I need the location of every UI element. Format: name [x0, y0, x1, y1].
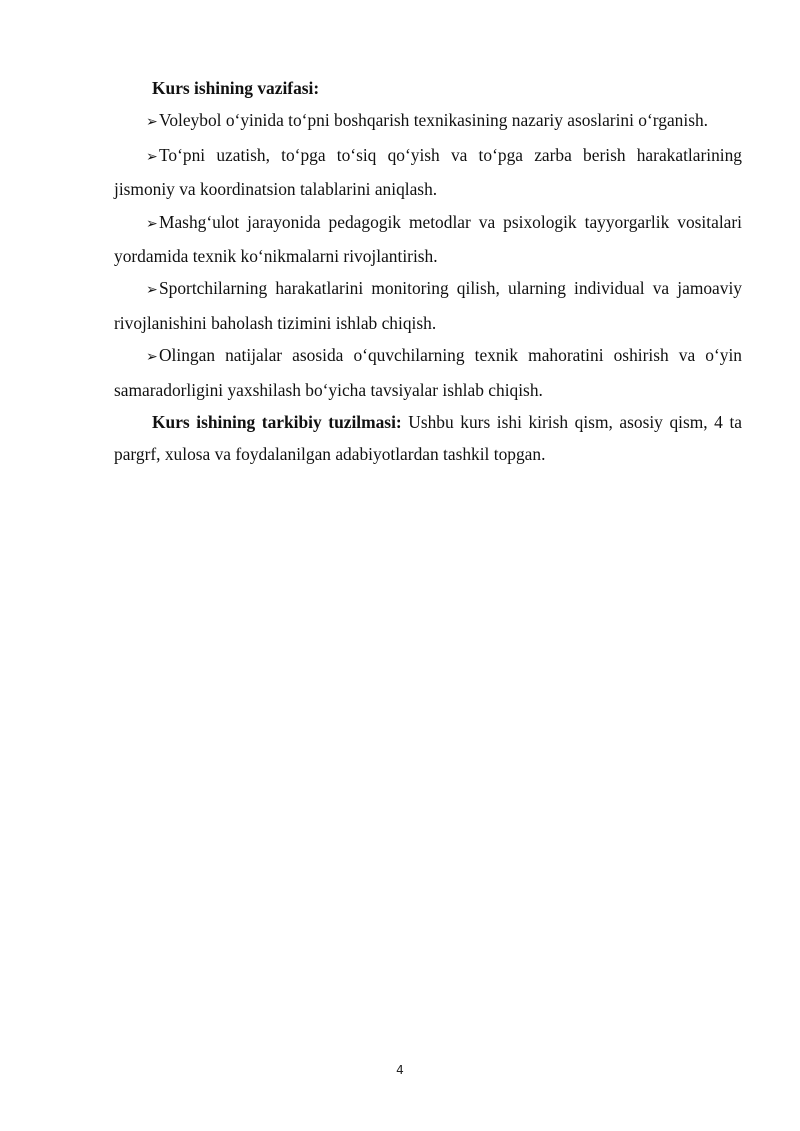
task-item [114, 139, 742, 206]
task-item [114, 339, 742, 406]
task-item [114, 206, 742, 273]
tasks-heading: Kurs ishining vazifasi: [152, 78, 320, 98]
task-text: Sportchilarning harakatlarini monitoring qilish, ularning individual va jamoaviy rivojlanishini baholash tizimini ishlab chiqish. [114, 278, 742, 333]
arrow-bullet-icon: ➢ [146, 114, 158, 131]
task-item [114, 104, 742, 138]
task-text: Olingan natijalar asosida o‘quvchilarning texnik mahoratini oshirish va o‘yin samaradorligini yaxshilash bo‘yicha tavsiyalar ishlab chiqish. [114, 345, 742, 400]
task-text: Mashg‘ulot jarayonida pedagogik metodlar va psixologik tayyorgarlik vositalari yordamida texnik ko‘nikmalarni rivojlantirish. [114, 211, 742, 267]
task-text: To‘pni uzatish, to‘pga to‘siq qo‘yish va to‘pga zarba berish harakatlarining jismoniy va koordinatsion talablarini aniqlash. [114, 144, 742, 200]
arrow-bullet-icon: ➢ [146, 349, 158, 366]
structure-text: Ushbu kurs ishi kirish qism, asosiy qism, 4 ta pargrf, xulosa va foydalanilgan adabiyotlardan tashkil topgan. [114, 412, 742, 465]
page-content [114, 72, 742, 471]
arrow-bullet-icon: ➢ [146, 282, 158, 299]
structure-paragraph [114, 406, 742, 471]
task-text: Voleybol o‘yinida to‘pni boshqarish texnikasining nazariy asoslarini o‘rganish. [159, 110, 709, 131]
task-item [114, 272, 742, 339]
arrow-bullet-icon: ➢ [146, 215, 158, 232]
structure-label: Kurs ishining tarkibiy tuzilmasi: [152, 412, 402, 433]
arrow-bullet-icon: ➢ [146, 148, 158, 165]
page-number: 4 [396, 1063, 404, 1077]
